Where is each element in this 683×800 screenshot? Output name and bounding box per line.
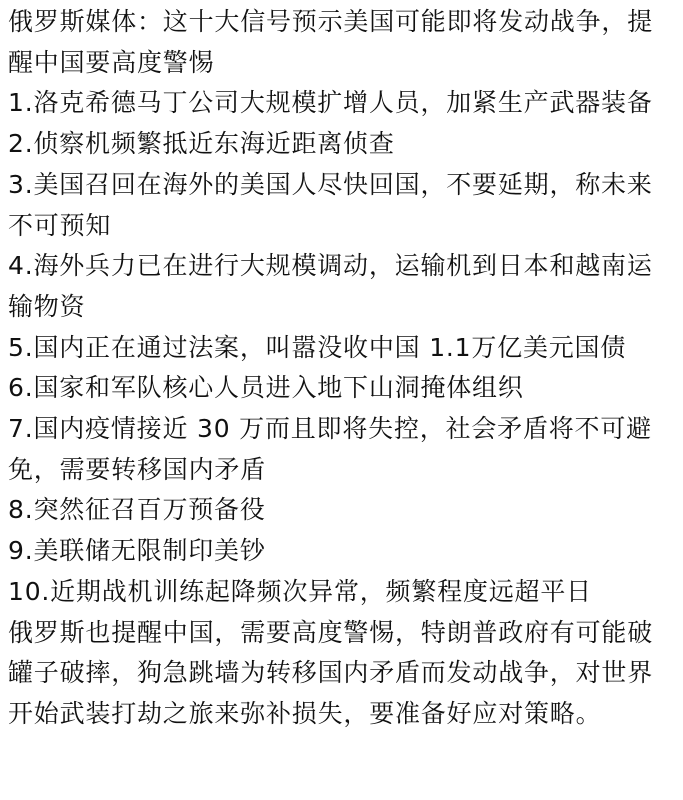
signal-item-6: 6.国家和军队核心人员进入地下山洞掩体组织: [8, 373, 524, 403]
post-body: [8, 2, 676, 735]
signal-item-10: 10.近期战机训练起降频次异常，频繁程度远超平日: [8, 576, 592, 606]
signal-item-8: 8.突然征召百万预备役: [8, 495, 266, 525]
signal-item-3: 3.美国召回在海外的美国人尽快回国，不要延期，称未来不可预知: [8, 169, 653, 240]
signal-item-4: 4.海外兵力已在进行大规模调动，运输机到日本和越南运输物资: [8, 251, 653, 321]
signal-item-1: 1.洛克希德马丁公司大规模扩增人员，加紧生产武器装备: [8, 88, 653, 118]
signal-item-5: 5.国内正在通过法案，叫嚣没收中国 1.1万亿美元国债: [8, 332, 627, 362]
post-title: 俄罗斯媒体：这十大信号预示美国可能即将发动战争，提醒中国要高度警惕: [8, 7, 654, 77]
signal-item-2: 2.侦察机频繁抵近东海近距离侦查: [8, 129, 395, 159]
signal-item-7: 7.国内疫情接近 30 万而且即将失控，社会矛盾将不可避免，需要转移国内矛盾: [8, 414, 652, 484]
signal-item-9: 9.美联储无限制印美钞: [8, 536, 266, 566]
post-conclusion: 俄罗斯也提醒中国，需要高度警惕，特朗普政府有可能破罐子破摔，狗急跳墙为转移国内矛盾而发动战争，对世界开始武装打劫之旅来弥补损失，要准备好应对策略。: [8, 617, 654, 728]
